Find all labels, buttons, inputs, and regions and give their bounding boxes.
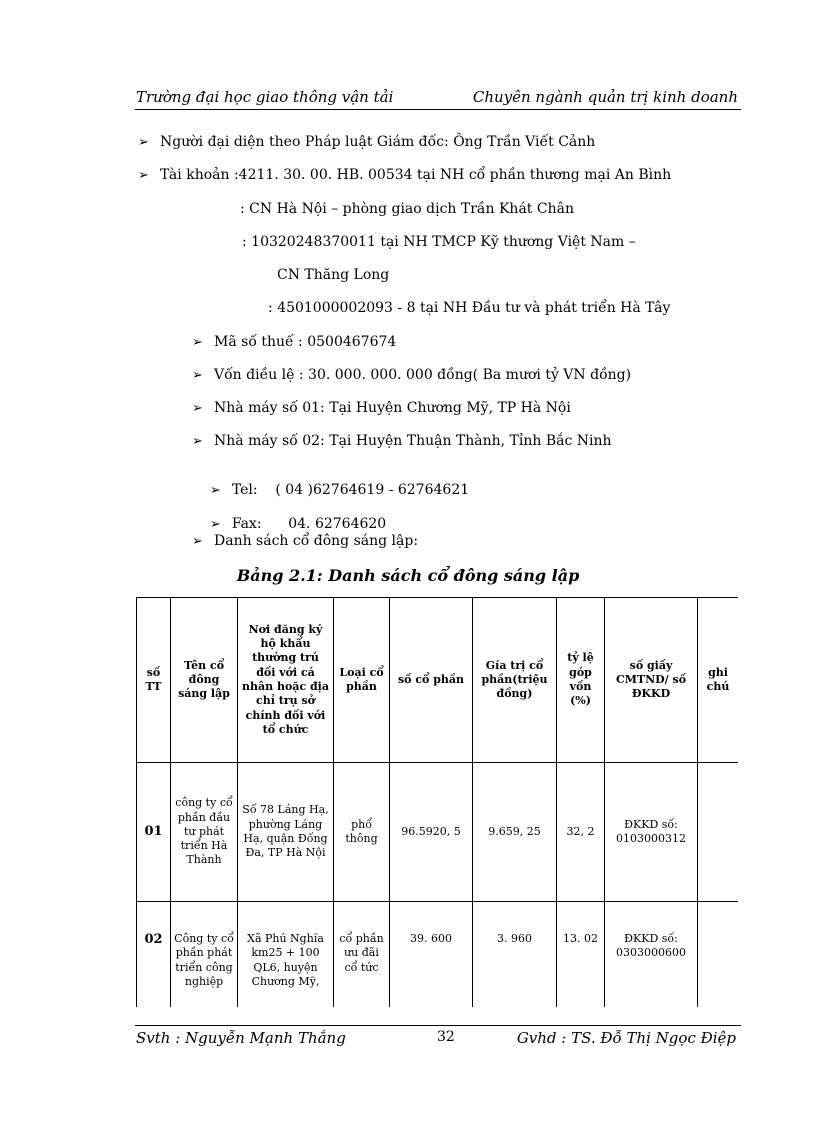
arrow-bullet-icon: ➢ — [192, 401, 203, 416]
header-type: Loại cổ phần — [334, 598, 390, 763]
cell-type: cổ phần ưu đãi cổ tức — [334, 902, 390, 1008]
arrow-bullet-icon: ➢ — [192, 335, 203, 350]
header-license: số giấy CMTND/ số ĐKKD — [605, 598, 698, 763]
info-fax: ➢ Fax: 04. 62764620 — [209, 516, 387, 532]
cell-type: phổ thông — [334, 763, 390, 902]
header-rule — [135, 109, 741, 110]
table-title: Bảng 2.1: Danh sách cổ đông sáng lập — [236, 566, 580, 585]
header-stt: số TT — [137, 598, 171, 763]
info-representative: ➢ Người đại diện theo Pháp luật Giám đốc: Ông Trần Viết Cảnh — [138, 134, 596, 150]
header-value: Gía trị cổ phần(triệu đồng) — [473, 598, 557, 763]
cell-ratio: 13. 02 — [557, 902, 605, 1008]
header-major: Chuyên ngành quản trị kinh doanh — [472, 88, 738, 106]
info-factory-1: ➢ Nhà máy số 01: Tại Huyện Chương Mỹ, TP Hà Nội — [192, 400, 571, 416]
header-name: Tên cổ đông sáng lập — [171, 598, 238, 763]
header-note: ghi chú — [698, 598, 739, 763]
cell-address: Xã Phú Nghĩa km25 + 100 QL6, huyện Chương Mỹ, — [238, 902, 334, 1008]
cell-value: 9.659, 25 — [473, 763, 557, 902]
info-shareholders: ➢ Danh sách cổ đông sáng lập: — [192, 533, 419, 549]
cell-stt: 01 — [137, 763, 171, 902]
cell-value: 3. 960 — [473, 902, 557, 1008]
page-number: 32 — [437, 1029, 455, 1045]
info-tax-code: ➢ Mã số thuế : 0500467674 — [192, 334, 397, 350]
footer-supervisor: Gvhd : TS. Đỗ Thị Ngọc Điệp — [516, 1029, 736, 1047]
info-account-1-branch: : CN Hà Nội – phòng giao dịch Trần Khát Chân — [240, 201, 574, 217]
shareholder-table — [136, 597, 738, 1007]
header-ratio: tỷ lệ góp vốn (%) — [557, 598, 605, 763]
cell-note — [698, 763, 739, 902]
table-row — [137, 902, 739, 1008]
info-charter-capital: ➢ Vốn điều lệ : 30. 000. 000. 000 đồng( Ba mươi tỷ VN đồng) — [192, 367, 632, 383]
info-account-2-branch: CN Thăng Long — [277, 267, 390, 283]
header-address: Nơi đăng ký hộ khẩu thường trú đối với cá nhân hoặc địa chỉ trụ sở chính đối với tổ chức — [238, 598, 334, 763]
shareholder-table-wrapper — [136, 597, 738, 1007]
cell-shares: 96.5920, 5 — [390, 763, 473, 902]
cell-note — [698, 902, 739, 1008]
info-tel: ➢ Tel: ( 04 )62764619 - 62764621 — [209, 482, 470, 498]
cell-shares: 39. 600 — [390, 902, 473, 1008]
table-row — [137, 763, 739, 902]
cell-name: Công ty cổ phần phát triển công nghiệp — [171, 902, 238, 1008]
footer-student: Svth : Nguyễn Mạnh Thắng — [136, 1029, 346, 1047]
arrow-bullet-icon: ➢ — [138, 168, 149, 183]
arrow-bullet-icon: ➢ — [192, 434, 203, 449]
arrow-bullet-icon: ➢ — [209, 517, 221, 532]
arrow-bullet-icon: ➢ — [138, 135, 149, 150]
arrow-bullet-icon: ➢ — [209, 483, 221, 498]
cell-license: ĐKKD số: 0303000600 — [605, 902, 698, 1008]
arrow-bullet-icon: ➢ — [192, 368, 203, 383]
info-account-2: : 10320248370011 tại NH TMCP Kỹ thương Việt Nam – — [242, 234, 636, 250]
cell-license: ĐKKD số: 0103000312 — [605, 763, 698, 902]
info-factory-2: ➢ Nhà máy số 02: Tại Huyện Thuận Thành, Tỉnh Bắc Ninh — [192, 433, 612, 449]
table-header-row — [137, 598, 739, 763]
header-school: Trường đại học giao thông vận tải — [136, 88, 394, 106]
cell-address: Số 78 Láng Hạ, phường Láng Hạ, quận Đống Đa, TP Hà Nội — [238, 763, 334, 902]
cell-name: công ty cổ phần đầu tư phát triển Hà Thành — [171, 763, 238, 902]
footer-rule — [135, 1025, 741, 1026]
arrow-bullet-icon: ➢ — [192, 534, 203, 549]
cell-stt: 02 — [137, 902, 171, 1008]
header-shares: số cổ phần — [390, 598, 473, 763]
cell-ratio: 32, 2 — [557, 763, 605, 902]
info-account-1: ➢ Tài khoản :4211. 30. 00. HB. 00534 tại NH cổ phần thương mại An Bình — [138, 167, 672, 183]
info-account-3: : 4501000002093 - 8 tại NH Đầu tư và phát triển Hà Tây — [268, 300, 671, 316]
